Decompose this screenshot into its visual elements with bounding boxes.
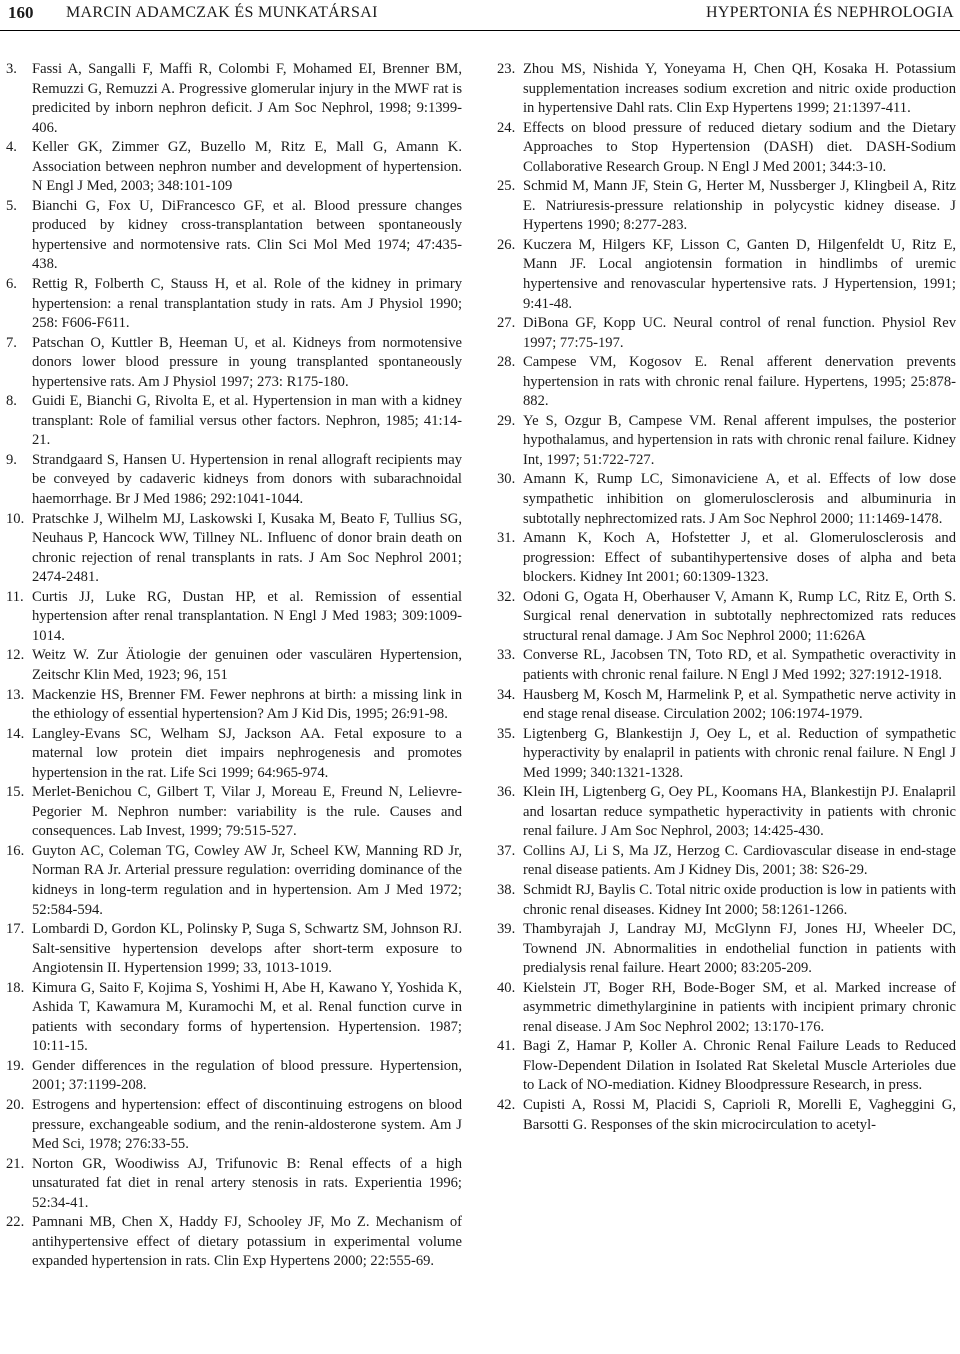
reference-number: 16. [6,842,25,859]
reference-number: 30. [497,471,516,488]
reference-item [6,334,462,393]
reference-item [6,510,462,588]
reference-number: 22. [6,1214,25,1231]
reference-text: Odoni G, Ogata H, Oberhauser V, Amann K, Rump LC, Ritz E, Orth S. Surgical renal denervation in subtotally nephrectomized rats reduces structural renal damage. J Am Soc Nephrol 2000; 11:626A [523,588,956,644]
reference-item [6,451,462,510]
reference-text: Campese VM, Kogosov E. Renal afferent denervation prevents hypertension in rats with chronic renal failure. Hypertens, 1995; 25:878-882. [523,354,956,410]
reference-item [497,353,956,412]
reference-text: Guyton AC, Coleman TG, Cowley AW Jr, Scheel KW, Manning RD Jr, Norman RA Jr. Arterial pressure regulation: overriding dominance of the kidneys in long-term regulation and in hypertension. Am J Med 1972; 52:584-594. [32,842,462,918]
reference-item [497,881,956,920]
reference-text: Merlet-Benichou C, Gilbert T, Vilar J, Moreau E, Freund N, Lelievre-Pegorier M. Nephron number: variability is the rule. Causes and consequences. Lab Invest, 1999; 79:515-527. [32,784,462,840]
reference-number: 4. [6,139,17,156]
reference-item [497,979,956,1038]
reference-text: Gender differences in the regulation of blood pressure. Hypertension, 2001; 37:1199-208. [32,1057,462,1094]
reference-text: Ligtenberg G, Blankestijn J, Oey L, et al. Reduction of sympathetic hyperactivity by enalapril in patients with chronic renal failure. N Engl J Med 1999; 340:1321-1328. [523,725,956,781]
reference-text: DiBona GF, Kopp UC. Neural control of renal function. Physiol Rev 1997; 77:75-197. [523,315,956,351]
reference-text: Patschan O, Kuttler B, Heeman U, et al. Kidneys from normotensive donors lower blood pressure in young transplanted spontaneously hypertensive rats. Am J Physiol 1997; 273: R175-180. [32,334,462,390]
reference-item [497,920,956,979]
reference-number: 36. [497,784,516,801]
reference-item [6,686,462,725]
reference-text: Bianchi G, Fox U, DiFrancesco GF, et al. Blood pressure changes produced by kidney cross-transplantation between spontaneously hypertensive and normotensive rats. Clin Sci Mol Med 1974; 47:435-438. [32,197,462,273]
reference-text: Fassi A, Sangalli F, Maffi R, Colombi F, Mohamed EI, Brenner BM, Remuzzi G, Remuzzi A. Progressive glomerular injury in the MWF rat is predicited by inborn nephron deficit. J Am Soc Nephrol, 1998; 9:1399-406. [32,61,462,136]
reference-item [497,646,956,685]
reference-number: 6. [6,276,17,293]
reference-item [6,979,462,1057]
reference-item [6,725,462,784]
reference-number: 14. [6,725,25,742]
reference-text: Amann K, Koch A, Hofstetter J, et al. Glomerulosclerosis and progression: Effect of subantihypertensive doses of alpha and beta blockers. Kidney Int 2001; 60:1309-1323. [523,530,956,586]
reference-item [6,1057,462,1096]
reference-number: 32. [497,588,516,605]
reference-number: 26. [497,236,516,253]
reference-item [6,197,462,275]
reference-text: Klein IH, Ligtenberg G, Oey PL, Koomans HA, Blankestijn PJ. Enalapril and losartan reduce sympathetic hyperactivity in patients with chronic renal failure. J Am Soc Nephrol, 2003; 14:425-430. [523,784,956,840]
reference-text: Strandgaard S, Hansen U. Hypertension in renal allograft recipients may be conveyed by cadaveric kidneys from donors with subarachnoidal haemorrhage. Br J Med 1986; 292:1041-1044. [32,451,462,508]
reference-number: 5. [6,197,17,214]
reference-number: 13. [6,686,25,703]
reference-number: 24. [497,119,516,136]
reference-text: Kuczera M, Hilgers KF, Lisson C, Ganten D, Hilgenfeldt U, Ritz E, Mann JF. Local angiotensin formation in hindlimbs of uremic hypertensive and renovascular hypertensive rats. J Hypertension, 1991; 9:41-48. [523,236,956,312]
reference-item [497,1096,956,1135]
reference-number: 41. [497,1038,516,1055]
reference-item [497,236,956,314]
reference-item [497,1037,956,1096]
reference-text: Schmidt RJ, Baylis C. Total nitric oxide production is low in patients with chronic renal diseases. Kidney Int 2000; 58:1261-1266. [523,881,956,918]
reference-text: Collins AJ, Li S, Ma JZ, Herzog C. Cardiovascular disease in end-stage renal disease patients. Am J Kidney Dis, 2001; 38: S26-29. [523,842,956,879]
reference-number: 19. [6,1057,25,1074]
reference-item [497,842,956,881]
reference-text: Lombardi D, Gordon KL, Polinsky P, Suga S, Schwartz SM, Johnson RJ. Salt-sensitive hypertension develops after short-term exposure to Angiotensin II. Hypertension 1999; 33, 1013-1019. [32,921,462,977]
reference-text: Hausberg M, Kosch M, Harmelink P, et al. Sympathetic nerve activity in end stage renal disease. Circulation 2002; 106:1974-1979. [523,686,956,723]
header-rule [0,30,960,31]
reference-item [6,783,462,842]
reference-text: Bagi Z, Hamar P, Koller A. Chronic Renal Failure Leads to Reduced Flow-Dependent Dilation in Isolated Rat Skeletal Muscle Arterioles due to Lack of NO-mediation. Kidney Bloodpressure Research, in press. [523,1038,956,1094]
reference-item [497,725,956,784]
reference-number: 31. [497,530,516,547]
reference-text: Effects on blood pressure of reduced dietary sodium and the Dietary Approaches to Stop Hypertension (DASH) diet. DASH-Sodium Collaborative Research Group. N Engl J Med 2001; 344:3-10. [523,119,956,175]
running-title-journal: HYPERTONIA ÉS NEPHROLOGIA [705,4,954,21]
reference-item [497,177,956,236]
reference-text: Converse RL, Jacobsen TN, Toto RD, et al. Sympathetic overactivity in patients with chronic renal failure. N Engl J Med 1992; 327:1912-1918. [523,647,956,683]
reference-text: Amann K, Rump LC, Simonaviciene A, et al. Effects of low dose sympathetic inhibition on glomerulosclerosis and albuminuria in subtotally nephrectomized rats. J Am Soc Nephrol 2000; 11:1469-1478. [523,471,956,527]
reference-number: 10. [6,510,25,527]
reference-number: 17. [6,921,25,938]
reference-number: 25. [497,178,516,195]
reference-number: 15. [6,784,25,801]
reference-number: 33. [497,647,516,664]
reference-number: 21. [6,1155,25,1172]
reference-text: Zhou MS, Nishida Y, Yoneyama H, Chen QH, Kosaka H. Potassium supplementation increases sodium excretion and nitric oxide production in hypertensive Dahl rats. Clin Exp Hypertens 1999; 21:1397-411. [523,61,956,117]
reference-text: Kielstein JT, Boger RH, Bode-Boger SM, et al. Marked increase of asymmetric dimethylarginine in patients with incipient primary chronic renal disease. J Am Soc Nephrol 2002; 13:170-176. [523,979,956,1035]
reference-text: Ye S, Ozgur B, Campese VM. Renal afferent impulses, the posterior hypothalamus, and hypertension in rats with chronic renal failure. Kidney Int, 1997; 51:722-727. [523,412,956,468]
reference-number: 37. [497,842,516,859]
reference-number: 35. [497,725,516,742]
reference-item [6,1213,462,1272]
reference-number: 39. [497,921,516,938]
reference-text: Curtis JJ, Luke RG, Dustan HP, et al. Remission of essential hypertension after renal transplantation. N Engl J Med 1983; 309:1009-1014. [32,588,462,644]
running-title-authors: MARCIN ADAMCZAK ÉS MUNKATÁRSAI [66,4,378,21]
reference-item [6,60,462,138]
reference-number: 23. [497,61,516,77]
reference-item [497,119,956,178]
reference-number: 12. [6,647,25,664]
reference-text: Thambyrajah J, Landray MJ, McGlynn FJ, Jones HJ, Wheeler DC, Townend JN. Abnormalities in endothelial function in patients with predialysis renal failure. Heart 2000; 83:205-209. [523,921,956,977]
reference-text: Weitz W. Zur Ätiologie der genuinen oder vasculären Hypertension, Zeitschr Klin Med, 1923; 96, 151 [32,647,462,683]
reference-number: 11. [6,588,24,605]
reference-text: Norton GR, Woodiwiss AJ, Trifunovic B: Renal effects of a high unsaturated fat diet in renal artery stenosis in rats. Experientia 1996; 52:34-41. [32,1155,462,1211]
reference-number: 42. [497,1096,516,1113]
reference-item [6,1155,462,1214]
reference-text: Kimura G, Saito F, Kojima S, Yoshimi H, Abe H, Kawano Y, Yoshida K, Ashida T, Kawamura M, Kuramochi M, et al. Renal function curve in patients with secondary forms of hypertension. Hypertension. 1987; 10:11-15. [32,979,462,1055]
reference-number: 34. [497,686,516,703]
reference-item [497,412,956,471]
reference-item [6,392,462,451]
reference-number: 40. [497,979,516,996]
reference-item [6,842,462,920]
reference-text: Rettig R, Folberth C, Stauss H, et al. Role of the kidney in primary hypertension: a renal transplantation study in rats. Am J Physiol 1990; 258: F606-F611. [32,276,462,332]
reference-item [497,588,956,647]
reference-number: 3. [6,61,17,77]
reference-item [497,686,956,725]
reference-number: 20. [6,1096,25,1113]
reference-text: Mackenzie HS, Brenner FM. Fewer nephrons at birth: a missing link in the ethiology of essential hypertension? Am J Kid Dis, 1995; 26:91-98. [32,686,462,723]
reference-text: Cupisti A, Rossi M, Placidi S, Caprioli R, Morelli E, Vagheggini G, Barsotti G. Responses of the skin microcirculation to acetyl- [523,1096,956,1133]
reference-number: 29. [497,412,516,429]
references-right-column [497,60,956,1135]
running-header [0,0,960,32]
reference-item [497,470,956,529]
reference-item [6,588,462,647]
reference-number: 8. [6,393,17,410]
reference-number: 7. [6,334,17,351]
reference-number: 9. [6,451,17,468]
reference-text: Pratschke J, Wilhelm MJ, Laskowski I, Kusaka M, Beato F, Tullius SG, Neuhaus P, Hancock WW, Tillney NL. Influenc of donor brain death on chronic rejection of renal transplants in rats. J Am Soc Nephrol 2001; 2474-2481. [32,510,462,586]
reference-item [6,275,462,334]
reference-item [6,920,462,979]
reference-number: 18. [6,979,25,996]
reference-item [6,138,462,197]
reference-item [497,529,956,588]
reference-text: Keller GK, Zimmer GZ, Buzello M, Ritz E, Mall G, Amann K. Association between nephron number and development of hypertension. N Engl J Med, 2003; 348:101-109 [32,139,462,195]
reference-item [6,646,462,685]
reference-number: 27. [497,315,516,332]
page-number: 160 [8,3,34,22]
reference-item [6,1096,462,1155]
reference-item [497,60,956,119]
reference-number: 38. [497,881,516,898]
reference-number: 28. [497,354,516,371]
reference-text: Pamnani MB, Chen X, Haddy FJ, Schooley JF, Mo Z. Mechanism of antihypertensive effect of dietary potassium in experimental volume expanded hypertension in rats. Clin Exp Hypertens 2000; 22:555-69. [32,1214,462,1270]
reference-item [497,783,956,842]
reference-text: Guidi E, Bianchi G, Rivolta E, et al. Hypertension in man with a kidney transplant: Role of familial versus other factors. Nephron, 1985; 41:14-21. [32,393,462,449]
reference-item [497,314,956,353]
references-left-column [6,60,462,1272]
reference-text: Schmid M, Mann JF, Stein G, Herter M, Nussberger J, Klingbeil A, Ritz E. Natriuresis-pressure relationship in polycystic kidney disease. J Hypertens 1990; 8:277-283. [523,178,956,234]
reference-text: Langley-Evans SC, Welham SJ, Jackson AA. Fetal exposure to a maternal low protein diet impairs nephrogenesis and promotes hypertension in the rat. Life Sci 1999; 64:965-974. [32,725,462,781]
reference-text: Estrogens and hypertension: effect of discontinuing estrogens on blood pressure, exchangeable sodium, and the renin-aldosterone system. Am J Med Sci, 1978; 276:33-55. [32,1096,462,1153]
